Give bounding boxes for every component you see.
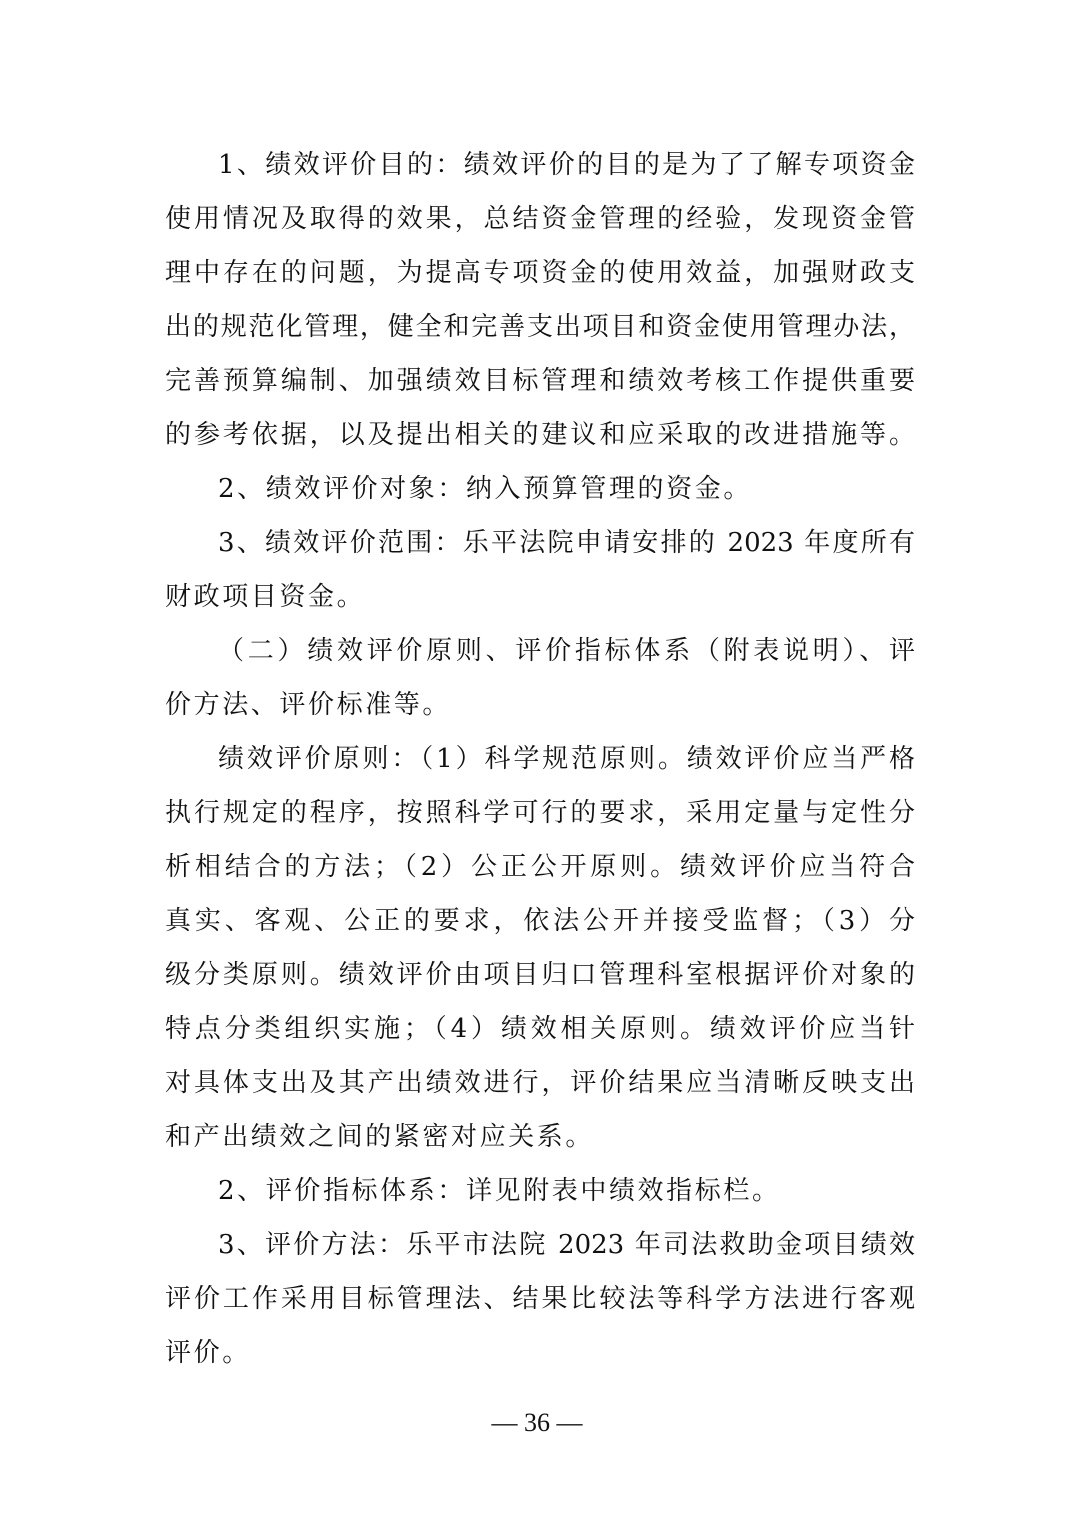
text-line: 出的规范化管理，健全和完善支出项目和资金使用管理办法， bbox=[165, 312, 915, 342]
text-line: 3、评价方法：乐平市法院 2023 年司法救助金项目绩效 bbox=[218, 1230, 915, 1260]
text-line: 特点分类组织实施；（4）绩效相关原则。绩效评价应当针 bbox=[165, 1014, 915, 1044]
text-line: 2、评价指标体系：详见附表中绩效指标栏。 bbox=[218, 1176, 781, 1206]
section-heading: （二）绩效评价原则、评价指标体系（附表说明）、评 bbox=[218, 636, 915, 666]
text-line: 2、绩效评价对象：纳入预算管理的资金。 bbox=[218, 474, 752, 504]
text-line: 绩效评价原则：（1）科学规范原则。绩效评价应当严格 bbox=[218, 744, 915, 774]
text-line: 评价。 bbox=[165, 1338, 251, 1368]
text-line: 真实、客观、公正的要求，依法公开并接受监督；（3）分 bbox=[165, 906, 915, 936]
text-line: 完善预算编制、加强绩效目标管理和绩效考核工作提供重要 bbox=[165, 366, 915, 396]
text-line: 3、绩效评价范围：乐平法院申请安排的 2023 年度所有 bbox=[218, 528, 915, 558]
text-line: 理中存在的问题，为提高专项资金的使用效益，加强财政支 bbox=[165, 258, 915, 288]
text-line: 级分类原则。绩效评价由项目归口管理科室根据评价对象的 bbox=[165, 960, 915, 990]
text-line: 和产出绩效之间的紧密对应关系。 bbox=[165, 1122, 595, 1152]
text-line: 对具体支出及其产出绩效进行，评价结果应当清晰反映支出 bbox=[165, 1068, 915, 1098]
text-line: 财政项目资金。 bbox=[165, 582, 366, 612]
text-line: 的参考依据，以及提出相关的建议和应采取的改进措施等。 bbox=[165, 420, 915, 450]
text-line: 评价工作采用目标管理法、结果比较法等科学方法进行客观 bbox=[165, 1284, 915, 1314]
text-line: 1、绩效评价目的：绩效评价的目的是为了了解专项资金 bbox=[218, 150, 915, 180]
text-line: 执行规定的程序，按照科学可行的要求，采用定量与定性分 bbox=[165, 798, 915, 828]
section-heading-cont: 价方法、评价标准等。 bbox=[165, 690, 452, 720]
text-line: 使用情况及取得的效果，总结资金管理的经验，发现资金管 bbox=[165, 204, 915, 234]
page-number: — 36 — bbox=[491, 1408, 583, 1437]
text-line: 析相结合的方法；（2）公正公开原则。绩效评价应当符合 bbox=[165, 852, 915, 882]
